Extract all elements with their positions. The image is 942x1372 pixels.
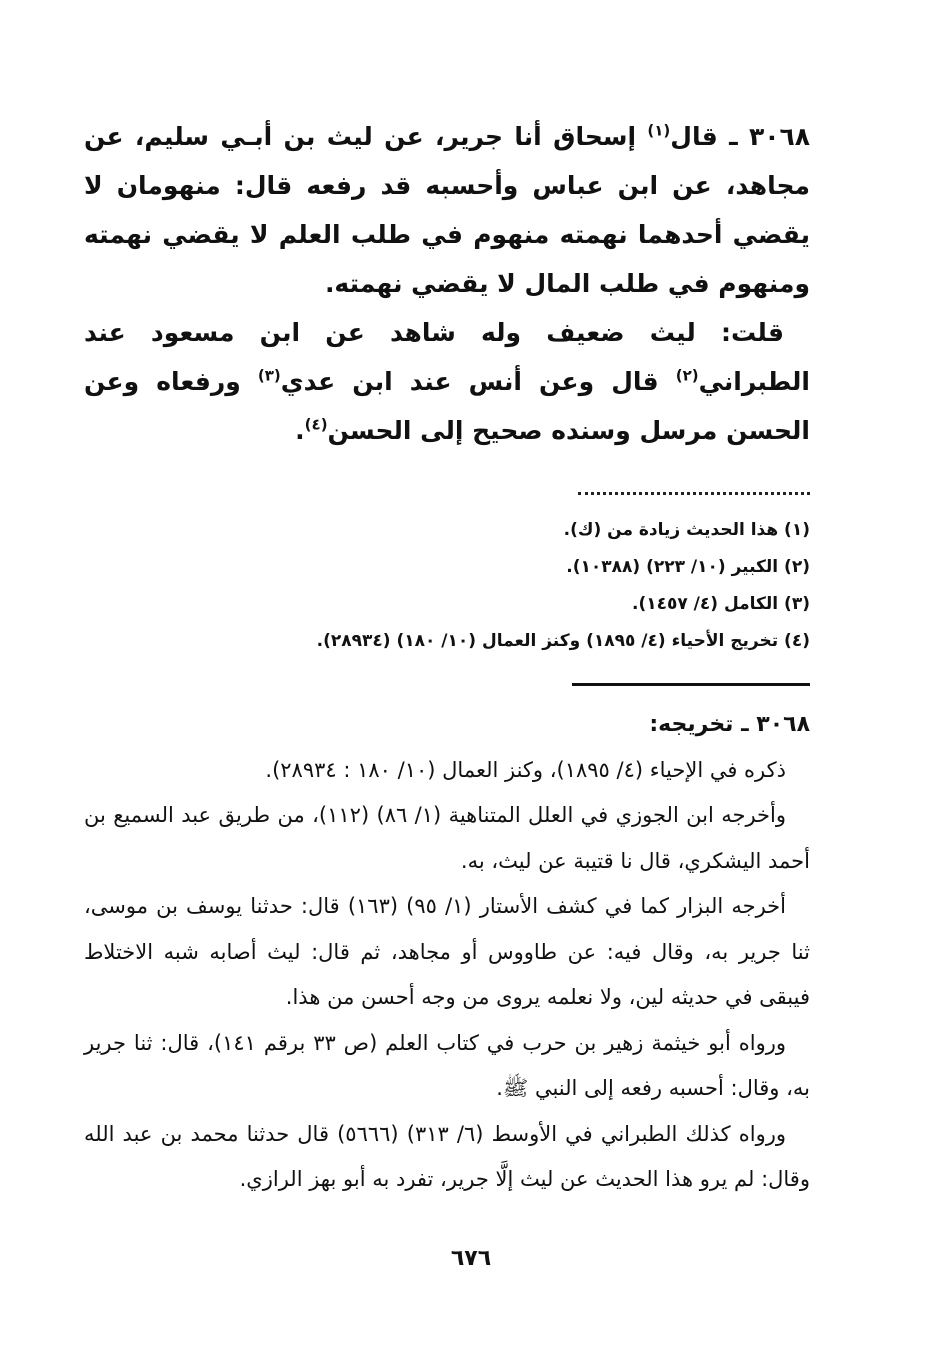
hadith-text bbox=[84, 112, 810, 455]
section-divider bbox=[572, 683, 810, 686]
hadith-comment: قلت: ليث ضعيف وله شاهد عن ابن مسعود عند الطبراني$^{(٢)}$ قال وعن أنس عند ابن عدي$^{(٣)}$ ورفعاه وعن الحسن مرسل وسنده صحيح إلى الحسن$^{(٤)}$. bbox=[84, 318, 810, 445]
takhrij-heading: ٣٠٦٨ ـ تخريجه: bbox=[649, 712, 810, 737]
takhrij-paragraph: وأخرجه ابن الجوزي في العلل المتناهية (١/ ٨٦) (١١٢)، من طريق عبد السميع بن أحمد اليشكري، قال نا قتيبة عن ليث، به. bbox=[84, 803, 810, 873]
footnote-ref-4: (٤) bbox=[304, 415, 328, 434]
footnote-1: (١) هذا الحديث زيادة من (ك). bbox=[563, 520, 810, 540]
footnote-separator bbox=[578, 492, 810, 495]
footnote-ref-1: (١) bbox=[647, 121, 671, 140]
footnote-ref-3: (٣) bbox=[257, 366, 281, 385]
footnote-ref-2: (٢) bbox=[675, 366, 699, 385]
hadith-paragraph: ٣٠٦٨ ـ قال$^{(١)}$ إسحاق أنا جرير، عن ليث بن أبـي سليم، عن مجاهد، عن ابن عباس وأحسبه قد رفعه قال: منهومان لا يقضي أحدهما نهمته منهوم في طلب العلم لا يقضي نهمته ومنهوم في طلب المال لا يقضي نهمته. bbox=[84, 121, 810, 298]
takhrij-paragraph: ورواه كذلك الطبراني في الأوسط (٦/ ٣١٣) (٥٦٦٦) قال حدثنا محمد بن عبد الله وقال: لم يرو هذا الحديث عن ليث إلَّا جرير، تفرد به أبو بهز الرازي. bbox=[84, 1121, 810, 1191]
footnote-4: (٤) تخريج الأحياء (٤/ ١٨٩٥) وكنز العمال (١٠/ ١٨٠) (٢٨٩٣٤). bbox=[316, 631, 810, 651]
footnote-2: (٢) الكبير (١٠/ ٢٢٣) (١٠٣٨٨). bbox=[566, 557, 810, 577]
footnote-3: (٣) الكامل (٤/ ١٤٥٧). bbox=[631, 594, 810, 614]
hadith-number: ٣٠٦٨ ـ bbox=[729, 122, 810, 151]
takhrij-paragraph: أخرجه البزار كما في كشف الأستار (١/ ٩٥) (١٦٣) قال: حدثنا يوسف بن موسى، ثنا جرير به، وقال فيه: عن طاووس أو مجاهد، ثم قال: ليث أصابه شبه الاختلاط فيبقى في حديثه لين، ولا نعلمه يروى من وجه أحسن من هذا. bbox=[84, 894, 810, 1009]
footnotes bbox=[84, 512, 810, 660]
takhrij-section bbox=[84, 702, 810, 1203]
page-number: ٦٧٦ bbox=[450, 1246, 492, 1271]
takhrij-paragraph: ذكره في الإحياء (٤/ ١٨٩٥)، وكنز العمال (١٠/ ١٨٠ : ٢٨٩٣٤). bbox=[265, 757, 786, 782]
takhrij-paragraph: ورواه أبو خيثمة زهير بن حرب في كتاب العلم (ص ٣٣ برقم ١٤١)، قال: ثنا جرير به، وقال: أحسبه رفعه إلى النبي ﷺ. bbox=[84, 1030, 810, 1100]
